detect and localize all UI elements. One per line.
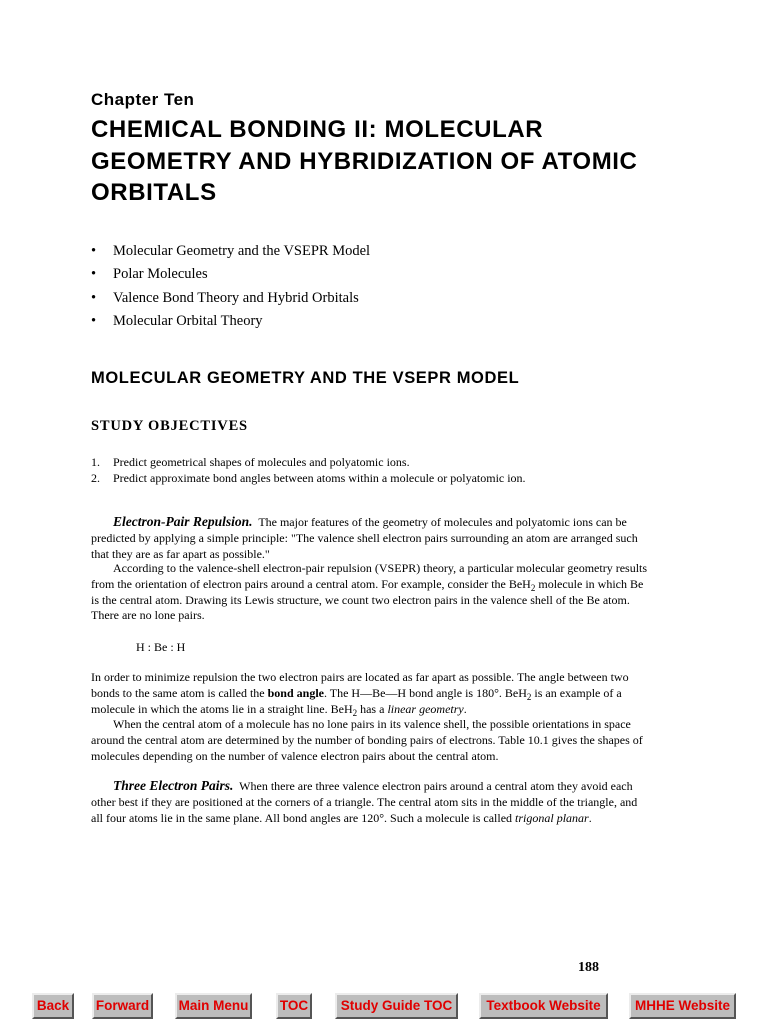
paragraph-text: When the central atom of a molecule has no lone pairs in its valence shell, the possible orientations in space around the central atom are determined by the number of bonding pairs of electrons. Table 10.1 gives the shapes of molecules depending on the number of valence electron pairs about the central atom. — [91, 717, 643, 763]
objectives-list — [91, 454, 526, 486]
topic-label: Valence Bond Theory and Hybrid Orbitals — [113, 289, 359, 306]
paragraph-text: has a — [357, 701, 388, 716]
section-heading: MOLECULAR GEOMETRY AND THE VSEPR MODEL — [91, 369, 520, 387]
lewis-structure: H : Be : H — [136, 640, 186, 654]
topic-label: Polar Molecules — [113, 266, 208, 283]
topic-item — [91, 310, 370, 333]
paragraph-text: is an example of a molecule in which the atoms lie in a straight line. BeH — [91, 685, 622, 716]
objective-item — [91, 470, 526, 486]
bullet-icon: • — [91, 243, 97, 259]
topic-item — [91, 263, 370, 286]
topic-list — [91, 240, 370, 334]
objective-text: Predict approximate bond angles between atoms within a molecule or polyatomic ion. — [113, 471, 526, 485]
paragraph-three-electron-pairs — [91, 778, 651, 826]
subscript: 2 — [526, 691, 532, 702]
bullet-icon: • — [91, 313, 97, 330]
italic-term: linear geometry — [387, 701, 464, 716]
bullet-icon: • — [91, 266, 97, 283]
textbook-website-button[interactable]: Textbook Website — [479, 993, 608, 1019]
paragraph-text: When there are three valence electron pairs around a central atom they avoid each other best if they are positioned at the corners of a triangle. The central atom sits in the middle of the triangle, and all four atoms lie in the same plane. All bond angles are 120°. Such a molecule is called — [91, 779, 638, 825]
paragraph-text: The major features of the geometry of molecules and polyatomic ions can be predicted by applying a simple principle: "The valence shell electron pairs surrounding an atom are arranged such that they are as far apart as possible." — [91, 515, 638, 561]
topic-item — [91, 287, 370, 310]
paragraph-vsepr-theory — [91, 561, 651, 624]
forward-button[interactable]: Forward — [92, 993, 153, 1019]
bullet-icon: • — [91, 289, 97, 306]
objective-text: Predict geometrical shapes of molecules and polyatomic ions. — [113, 455, 410, 469]
paragraph-text: molecule in which Be is the central atom. Drawing its Lewis structure, we count two electron pairs in the valence shell of the Be atom. There are no lone pairs. — [91, 576, 644, 623]
paragraph-text: In order to minimize repulsion the two electron pairs are located as far apart as possible. The angle between two bonds to the same atom is called the — [91, 670, 629, 700]
study-guide-toc-button[interactable]: Study Guide TOC — [335, 993, 458, 1019]
run-in-heading: Three Electron Pairs. — [113, 778, 234, 793]
paragraph-text: . — [588, 810, 592, 825]
paragraph-bond-angle — [91, 670, 651, 765]
study-objectives-heading: STUDY OBJECTIVES — [91, 418, 248, 434]
topic-label: Molecular Geometry and the VSEPR Model — [113, 243, 371, 259]
subscript: 2 — [530, 582, 536, 593]
back-button[interactable]: Back — [32, 993, 74, 1019]
objective-number: 2. — [91, 471, 100, 485]
paragraph-text: According to the valence-shell electron-pair repulsion (VSEPR) theory, a particular molecular geometry results from the orientation of electron pairs around a central atom. For example, consider the BeH — [91, 561, 648, 591]
subscript: 2 — [352, 707, 358, 718]
main-menu-button[interactable]: Main Menu — [175, 993, 252, 1019]
mhhe-website-button[interactable]: MHHE Website — [629, 993, 736, 1019]
objective-number: 1. — [91, 455, 100, 469]
page-number: 188 — [578, 960, 599, 975]
paragraph-text: . — [463, 701, 467, 716]
bold-term: bond angle — [267, 685, 324, 700]
run-in-heading: Electron-Pair Repulsion. — [113, 514, 253, 529]
chapter-label: Chapter Ten — [91, 90, 195, 109]
paragraph-text: . The H—Be—H bond angle is 180°. BeH — [323, 685, 527, 700]
objective-item — [91, 454, 526, 470]
topic-label: Molecular Orbital Theory — [113, 313, 263, 330]
chapter-title: CHEMICAL BONDING II: MOLECULAR GEOMETRY AND HYBRIDIZATION OF ATOMIC ORBITALS — [91, 116, 638, 206]
topic-item — [91, 240, 370, 263]
italic-term: trigonal planar — [515, 810, 589, 825]
paragraph-electron-pair-repulsion — [91, 514, 651, 562]
toc-button[interactable]: TOC — [276, 993, 312, 1019]
